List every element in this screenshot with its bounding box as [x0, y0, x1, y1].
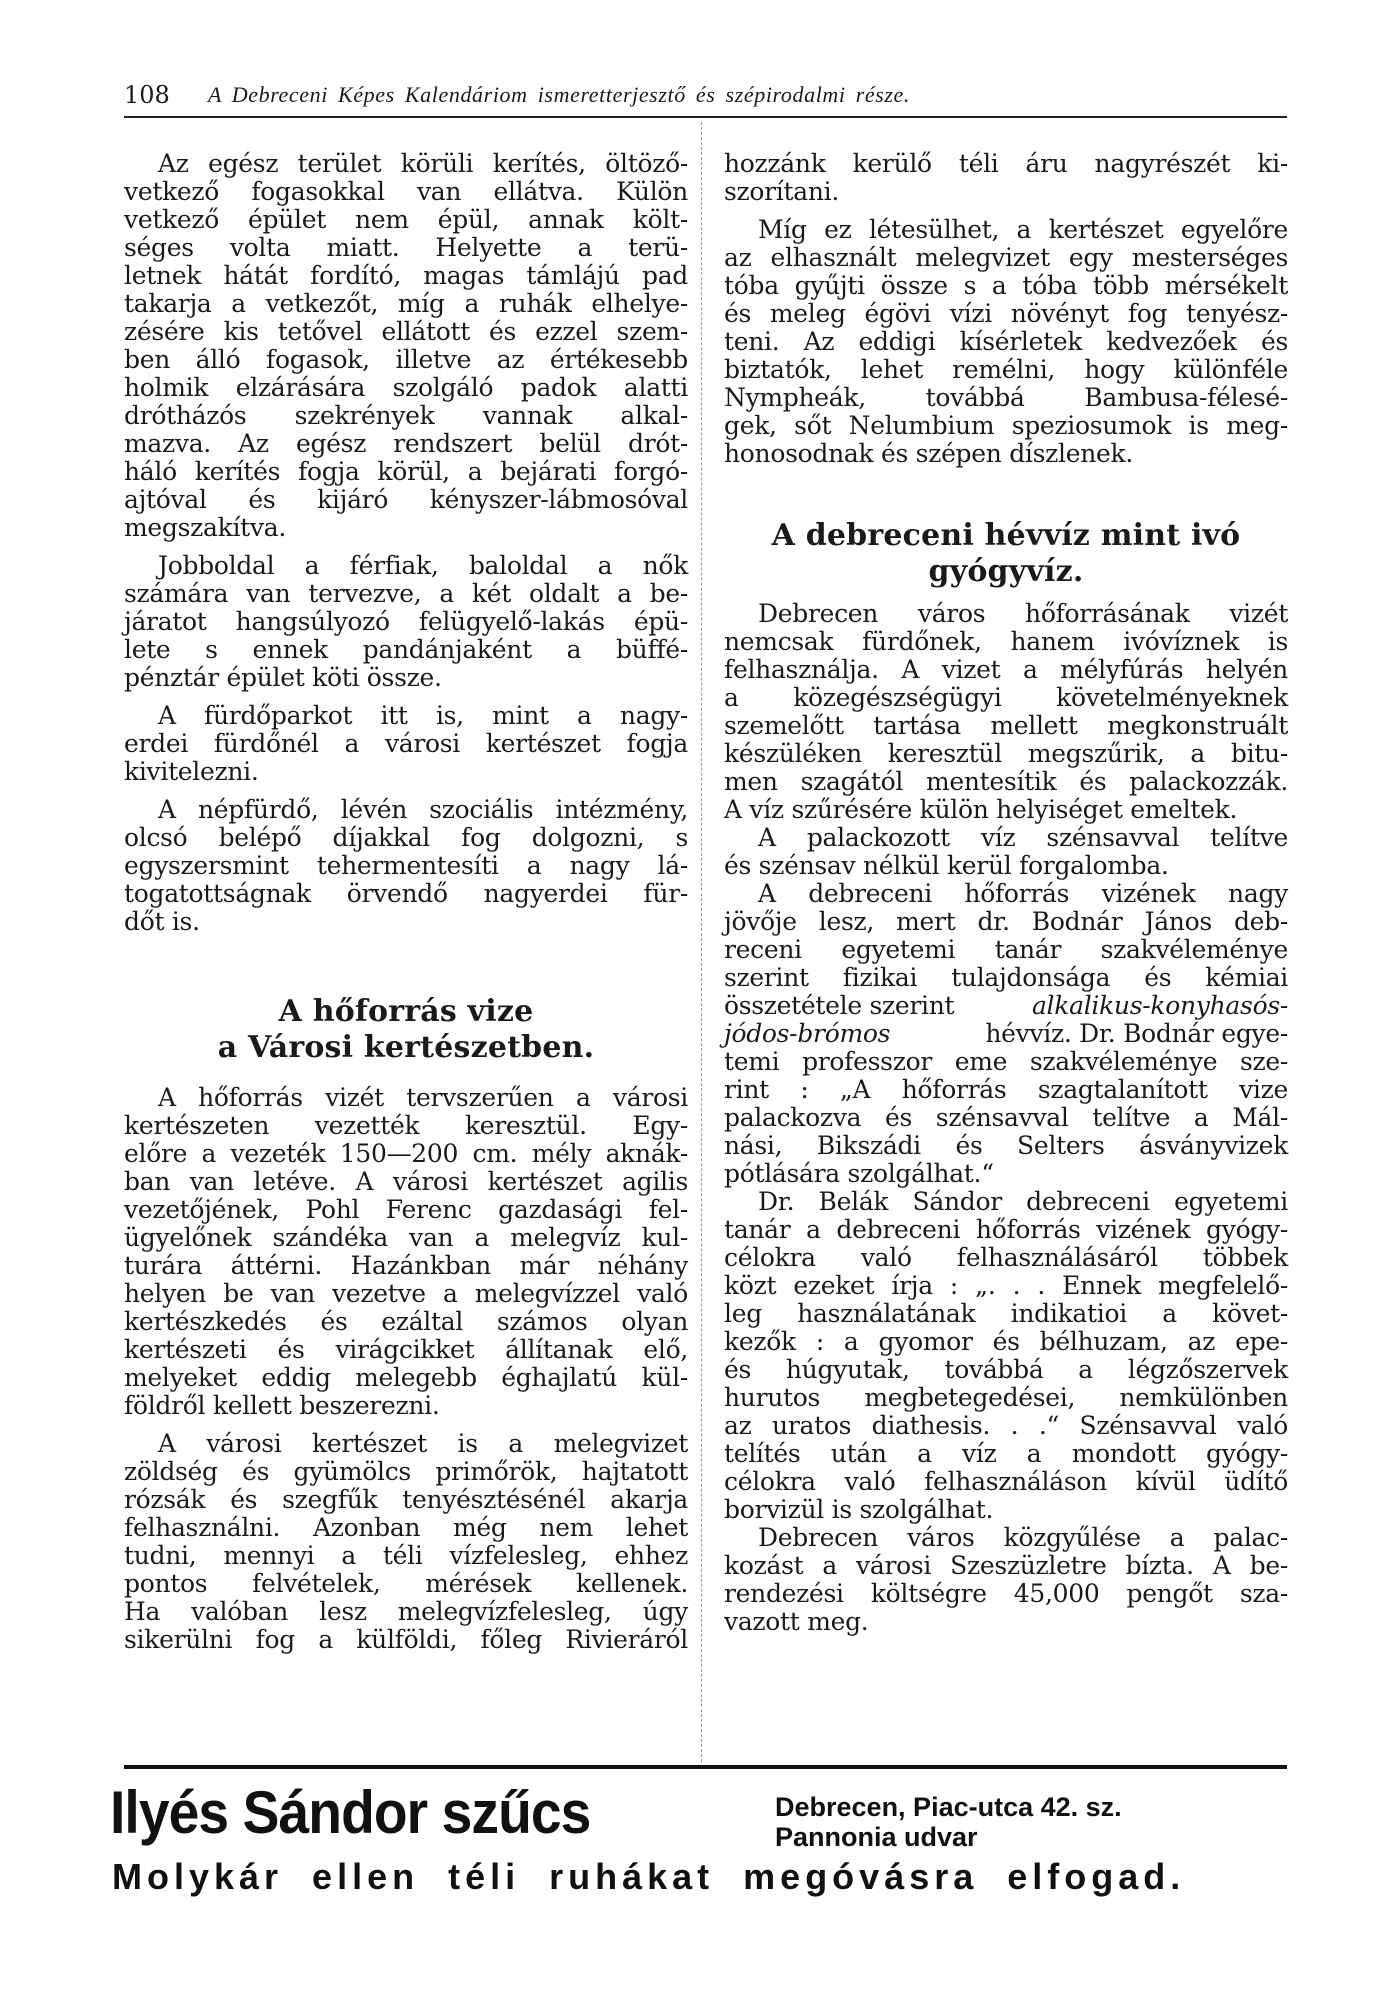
page-number: 108	[124, 81, 170, 109]
text-line: turára áttérni. Hazánkban már néhány	[124, 1251, 688, 1280]
text-line: ben álló fogasok, illetve az értékesebb	[124, 345, 688, 374]
text-line-mixed	[724, 992, 1288, 1020]
text-line: men szagától mentesítik és palackozzák.	[724, 767, 1288, 796]
text-line: leg használatának indikatioi a követ-	[724, 1299, 1288, 1328]
text-line: kertészkedés és ezáltal számos olyan	[124, 1307, 688, 1336]
advertisement-address	[775, 1792, 1122, 1852]
section-heading: a Városi kertészetben.	[217, 1030, 595, 1065]
text-line: A fürdőparkot itt is, mint a nagy-	[158, 701, 688, 730]
text-line: pótlására szolgálhat.“	[724, 1159, 994, 1188]
text-line: és szénsav nélkül kerül forgalomba.	[724, 851, 1169, 880]
text-line: helyen be van vezetve a melegvízzel való	[124, 1279, 688, 1308]
text-line: az uratos diathesis. . .“ Szénsavval való	[724, 1411, 1288, 1440]
text-line: célokra való felhasználáson kívül üdítő	[724, 1467, 1288, 1496]
text-line: erdei fürdőnél a városi kertészet fogja	[124, 729, 688, 758]
text-line: földről kellett beszerezni.	[124, 1391, 440, 1420]
text-line: ban van letéve. A városi kertészet agilis	[124, 1167, 688, 1196]
text-line: takarja a vetkezőt, míg a ruhák elhelye-	[124, 289, 688, 318]
text-line: hozzánk kerülő téli áru nagyrészét ki-	[724, 149, 1288, 178]
section-gap	[124, 936, 688, 994]
text-line: jövője lesz, mert dr. Bodnár János deb-	[724, 907, 1288, 936]
text-line: olcsó belépő díjakkal fog dolgozni, s	[124, 823, 688, 852]
text-line: szorítani.	[724, 177, 839, 206]
text-line: nemcsak fürdőnek, hanem ivóvíznek is	[724, 627, 1288, 656]
paragraph-gap	[124, 1066, 688, 1084]
text-line: célokra való felhasználásáról többek	[724, 1243, 1288, 1272]
text-line: és húgyutak, továbbá a légzőszervek	[724, 1355, 1288, 1384]
text-line: gek, sőt Nelumbium speziosumok is meg-	[724, 411, 1288, 440]
text-line: nási, Bikszádi és Selters ásványvizek	[724, 1131, 1288, 1160]
left-column	[124, 150, 688, 1654]
text-line: Míg ez létesülhet, a kertészet egyelőre	[758, 215, 1288, 244]
text-line: és meleg égövi vízi növényt fog tenyész-	[724, 299, 1288, 328]
running-header	[124, 78, 1287, 112]
section-gap	[724, 468, 1288, 518]
section-heading: A hőforrás vize	[278, 994, 534, 1029]
text-line: tóba gyűjti össze s a tóba több mérsékelt	[724, 271, 1288, 300]
text-line: háló kerítés fogja körül, a bejárati forgó-	[124, 457, 688, 486]
advertisement-name: Ilyés Sándor szűcs	[110, 1779, 591, 1846]
text-line: A víz szűrésére külön helyiséget emeltek.	[724, 795, 1238, 824]
text-line: pénztár épület köti össze.	[124, 663, 442, 692]
text-line: vetkező épület nem épül, annak költ-	[124, 205, 688, 234]
text-line: felhasználni. Azonban még nem lehet	[124, 1513, 688, 1542]
text-line: dőt is.	[124, 907, 200, 936]
text-line: Debrecen város hőforrásának vizét	[758, 599, 1288, 628]
text-line: teni. Az eddigi kísérletek kedvezőek és	[724, 327, 1288, 356]
text-line: közt ezeket írja : „. . . Ennek megfelelő-	[724, 1271, 1288, 1300]
address-line: Pannonia udvar	[775, 1822, 978, 1852]
text-line: rint : „A hőforrás szagtalanított vize	[724, 1075, 1288, 1104]
text-line: pontos felvételek, mérések kellenek.	[124, 1569, 688, 1598]
text-line: A hőforrás vizét tervszerűen a városi	[158, 1083, 688, 1112]
text-line: járatot hangsúlyozó felügyelő-lakás épü-	[124, 607, 688, 636]
italic-fragment: alkalikus-konyhasós-	[1031, 991, 1288, 1020]
text-line: rendezési költségre 45,000 pengőt sza-	[724, 1579, 1288, 1608]
text-line: kozást a városi Szeszüzletre bízta. A be-	[724, 1551, 1288, 1580]
advertisement-slogan: Molykár ellen téli ruhákat megóvásra elfogad.	[112, 1856, 1186, 1897]
text-line: togatottságnak örvendő nagyerdei für-	[124, 879, 688, 908]
text-line: séges volta miatt. Helyette a terü-	[124, 233, 688, 262]
text-line: vetkező fogasokkal van ellátva. Külön	[124, 177, 688, 206]
text-line: szemelőtt tartása mellett megkonstruált	[724, 711, 1288, 740]
text-line: rózsák és szegfűk tenyésztésénél akarja	[124, 1485, 688, 1514]
text-line: tudni, mennyi a téli vízfelesleg, ehhez	[124, 1541, 688, 1570]
text-line: kertészeten vezették keresztül. Egy-	[124, 1111, 688, 1140]
text-line: A debreceni hőforrás vizének nagy	[758, 879, 1288, 908]
text-line: zésére kis tetővel ellátott és ezzel szem-	[124, 317, 688, 346]
text-line: előre a vezeték 150—200 cm. mély aknák-	[124, 1139, 688, 1168]
text-line: holmik elzárására szolgáló padok alatti	[124, 373, 688, 402]
text-line: temi professzor eme szakvéleménye sze-	[724, 1047, 1288, 1076]
text-line: A palackozott víz szénsavval telítve	[758, 823, 1288, 852]
right-column	[724, 150, 1288, 1636]
text-line: kivitelezni.	[124, 757, 259, 786]
text-line: szerint fizikai tulajdonsága és kémiai	[724, 963, 1288, 992]
text-line: honosodnak és szépen díszlenek.	[724, 439, 1133, 468]
text-line: drótházós szekrények vannak alkal-	[124, 401, 688, 430]
text-line: a közegészségügyi követelményeknek	[724, 683, 1288, 712]
section-heading: gyógyvíz.	[928, 554, 1084, 589]
text-line: Nympheák, továbbá Bambusa-félesé-	[724, 383, 1288, 412]
text-line: sikerülni fog a külföldi, főleg Rivieráról	[124, 1625, 688, 1654]
text-line: számára van tervezve, a két oldalt a be-	[124, 579, 688, 608]
header-rule	[124, 116, 1287, 118]
text-line: hurutos megbetegedései, nemkülönben	[724, 1383, 1288, 1412]
text-line: melyeket eddig melegebb éghajlatú kül-	[124, 1363, 688, 1392]
advertisement-rule	[124, 1765, 1287, 1769]
text-line: ügyelőnek szándéka van a melegvíz kul-	[124, 1223, 688, 1252]
text-line: A városi kertészet is a melegvizet	[158, 1429, 688, 1458]
column-divider	[701, 122, 702, 1762]
text-line: receni egyetemi tanár szakvéleménye	[724, 935, 1288, 964]
text-line: Jobboldal a férfiak, baloldal a nők	[158, 551, 688, 580]
text-line: tanár a debreceni hőforrás vizének gyógy-	[724, 1215, 1288, 1244]
text-line: telítés után a víz a mondott gyógy-	[724, 1439, 1288, 1468]
section-heading: A debreceni hévvíz mint ivó	[771, 518, 1241, 553]
text-line: vezetőjének, Pohl Ferenc gazdasági fel-	[124, 1195, 688, 1224]
text-line: Az egész terület körüli kerítés, öltöző-	[158, 149, 688, 178]
text-line: felhasználja. A vizet a mélyfúrás helyén	[724, 655, 1288, 684]
text-line: letnek hátát fordító, magas támlájú pad	[124, 261, 688, 290]
running-title: A Debreceni Képes Kalendáriom ismeretterjesztő és szépirodalmi része.	[208, 82, 911, 107]
text-line: borvizül is szolgálhat.	[724, 1495, 994, 1524]
text-line: zöldség és gyümölcs primőrök, hajtatott	[124, 1457, 688, 1486]
text-line: készüléken keresztül megszűrik, a bitu-	[724, 739, 1288, 768]
text-line: mazva. Az egész rendszert belül drót-	[124, 429, 688, 458]
text-line: megszakítva.	[124, 513, 286, 542]
text-line: lete s ennek pandánjaként a büffé-	[124, 635, 688, 664]
text-line: az elhasznált melegvizet egy mesterséges	[724, 243, 1288, 272]
text-line-mixed	[724, 1020, 1288, 1048]
text-line: vazott meg.	[724, 1607, 869, 1636]
text-line: egyszersmint tehermentesíti a nagy lá-	[124, 851, 688, 880]
address-line: Debrecen, Piac-utca 42. sz.	[775, 1792, 1122, 1822]
text-line: kertészeti és virágcikket állítanak elő,	[124, 1335, 688, 1364]
italic-fragment: jódos-brómos	[724, 1019, 891, 1048]
text-fragment: összetétele szerint	[724, 991, 955, 1020]
text-line: kezők : a gyomor és bélhuzam, az epe-	[724, 1327, 1288, 1356]
text-line: biztatók, lehet remélni, hogy különféle	[724, 355, 1288, 384]
text-line: ajtóval és kijáró kényszer-lábmosóval	[124, 485, 688, 514]
text-line: palackozva és szénsavval telítve a Mál-	[724, 1103, 1288, 1132]
text-line: Dr. Belák Sándor debreceni egyetemi	[758, 1187, 1288, 1216]
text-fragment: hévvíz. Dr. Bodnár egye-	[985, 1019, 1288, 1048]
text-line: Debrecen város közgyűlése a palac-	[758, 1523, 1288, 1552]
text-line: A népfürdő, lévén szociális intézmény,	[158, 795, 688, 824]
text-line: Ha valóban lesz melegvízfelesleg, úgy	[124, 1597, 688, 1626]
